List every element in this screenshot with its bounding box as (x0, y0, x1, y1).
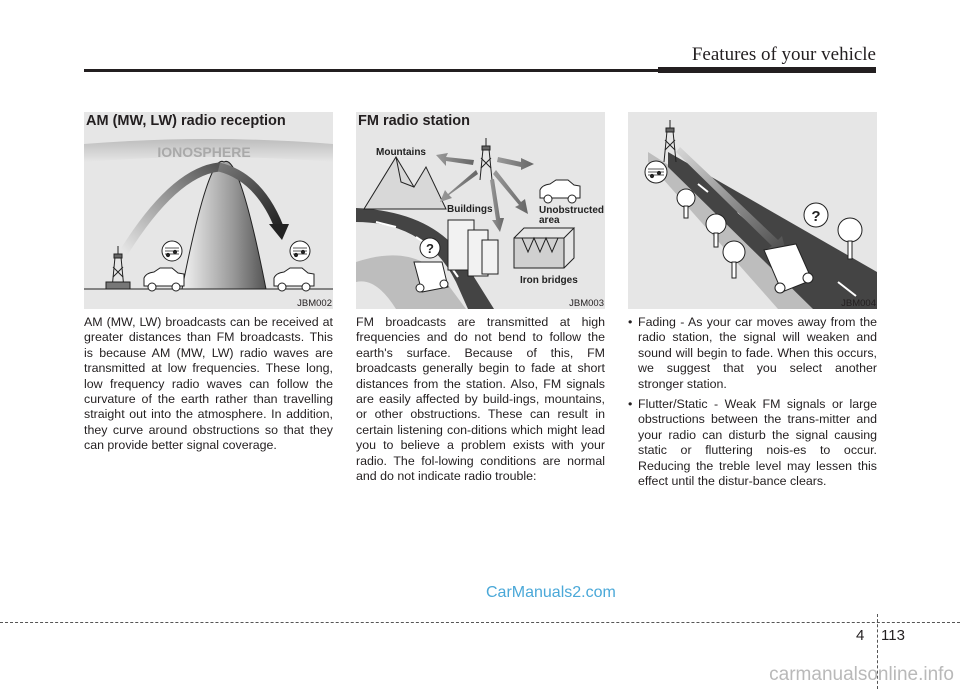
fm-body-text: FM broadcasts are transmitted at high frequencies and do not bend to follow the earth's surface. Because of this, FM broadcasts generally begin to fade at short distances from the station. Also, FM signals are easily affected by build-ings, mountains, or other obstructions. These can result in certain listening con-ditions which might lead you to believe a problem exists with your radio. The fol-lowing conditions are normal and do not indicate radio trouble: (356, 315, 605, 484)
figure-code: JBM004 (841, 298, 876, 309)
question-mark: ? (811, 208, 821, 225)
figure-title: FM radio station (358, 113, 470, 129)
list-item: • Flutter/Static - Weak FM signals or large obstructions between the trans-mitter and your radio can disturb the signal causing static or fluttering nois-es to occur. Reducing the treble level may lessen this effect until the distur-bance clears. (628, 397, 877, 489)
am-reception-illustration (84, 112, 333, 309)
section-title: Features of your vehicle (691, 44, 876, 65)
am-body-text: AM (MW, LW) broadcasts can be received at greater distances than FM broadcasts. This is because AM (MW, LW) radio waves are transmitted at low frequencies. These long, low frequency radio waves can follow the curvature of the earth rather than travelling straight out into the atmosphere. In addition, they curve around obstructions so that they can provide better signal coverage. (84, 315, 333, 453)
question-bubble-icon (420, 238, 440, 258)
footer-rule (0, 622, 960, 623)
question-mark: ? (426, 241, 434, 256)
fm-station-figure (356, 112, 605, 309)
list-item: • Fading - As your car moves away from the radio station, the signal will weaken and sound will begin to fade. When this occurs, we suggest that you select another stronger station. (628, 315, 877, 392)
music-sign-icon (645, 161, 667, 183)
music-sign-icon (162, 241, 182, 261)
figure-code: JBM003 (569, 298, 604, 309)
transmitter-tower-icon (480, 138, 492, 180)
buildings-label: Buildings (447, 204, 493, 215)
iron-bridges-label: Iron bridges (520, 275, 578, 286)
page-number: 113 (881, 627, 905, 644)
figure-code: JBM002 (297, 298, 332, 309)
ionosphere-label: IONOSPHERE (157, 144, 251, 160)
mountains-label: Mountains (376, 147, 426, 158)
car-icon (144, 268, 184, 291)
column-fm-station (356, 112, 605, 484)
mountains-drawing (364, 157, 446, 209)
unobstructed-label-line1: Unobstructed (539, 205, 604, 216)
column-fm-conditions (628, 112, 877, 494)
am-reception-figure (84, 112, 333, 309)
music-sign-icon (290, 241, 310, 261)
chapter-number: 4 (856, 627, 865, 644)
fm-fading-illustration (628, 112, 877, 309)
fm-fading-figure (628, 112, 877, 309)
wave-arrow-head (269, 224, 289, 240)
car-icon (274, 268, 314, 291)
conditions-list (628, 315, 877, 489)
header-rule (84, 69, 658, 72)
watermark-link[interactable]: CarManuals2.com (486, 584, 616, 601)
column-am-reception (84, 112, 333, 454)
header-rule-accent (658, 67, 876, 73)
figure-title: AM (MW, LW) radio reception (86, 113, 286, 129)
iron-bridge-drawing (514, 228, 574, 268)
question-bubble-icon (804, 203, 828, 227)
buildings-drawing (448, 220, 498, 276)
fm-station-illustration (356, 112, 605, 309)
footer-site-watermark: carmanualsonline.info (769, 664, 954, 685)
car-icon (414, 262, 448, 292)
car-icon (540, 180, 580, 203)
unobstructed-label-line2: area (539, 215, 560, 226)
